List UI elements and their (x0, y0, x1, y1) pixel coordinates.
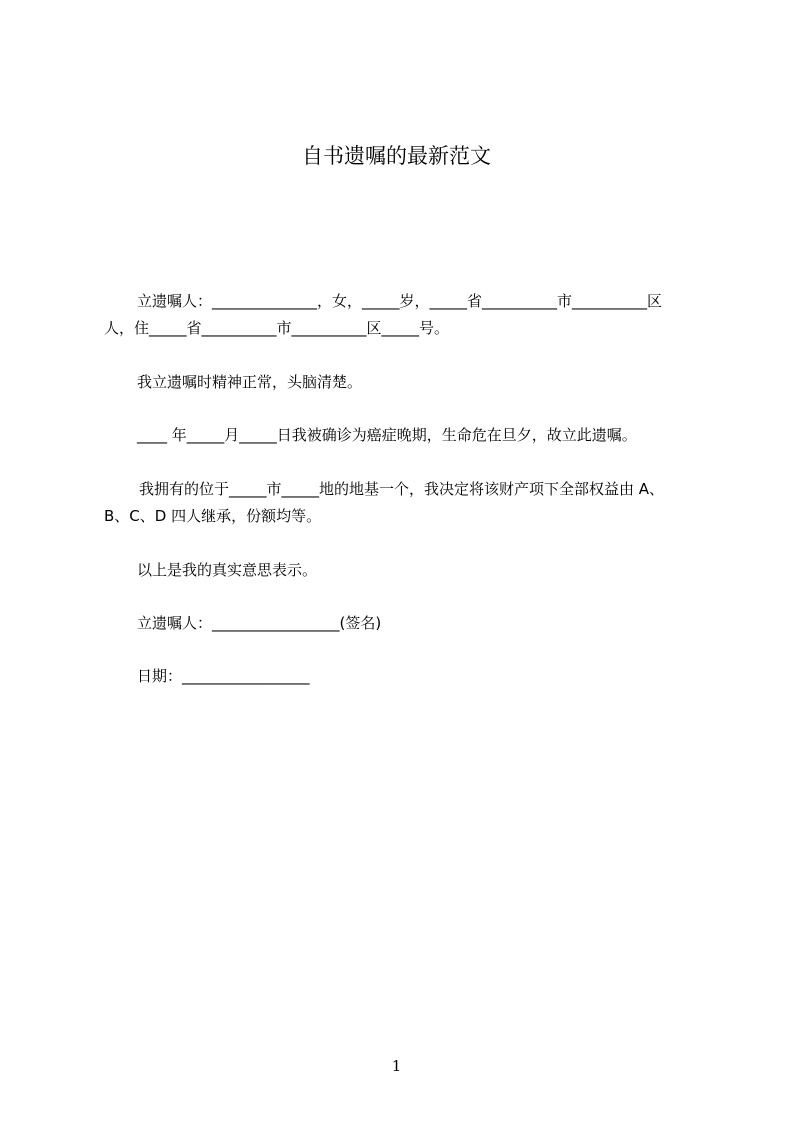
page-number: 1 (391, 1057, 402, 1075)
document-title: 自书遗嘱的最新范文 (302, 144, 491, 168)
diagnosis-paragraph: ____ 年_____月_____日我被确诊为癌症晚期，生命危在旦夕，故立此遗嘱。 (137, 426, 637, 444)
property-paragraph-line-1: 我拥有的位于_____市_____地的地基一个，我决定将该财产项下全部权益由 A、 (139, 480, 665, 498)
declaration-paragraph: 以上是我的真实意思表示。 (137, 561, 318, 579)
property-paragraph-line-2: B、C、D 四人继承，份额均等。 (104, 507, 322, 525)
date-line: 日期：_________________ (137, 667, 310, 685)
mental-state-paragraph: 我立遗嘱时精神正常，头脑清楚。 (137, 373, 363, 391)
signature-line: 立遗嘱人：_________________(签名) (137, 614, 382, 632)
testator-info-line-1: 立遗嘱人：______________，女，_____岁，_____省__________市__________区 (137, 292, 663, 310)
testator-info-line-2: 人，住_____省__________市__________区_____号。 (104, 319, 450, 337)
